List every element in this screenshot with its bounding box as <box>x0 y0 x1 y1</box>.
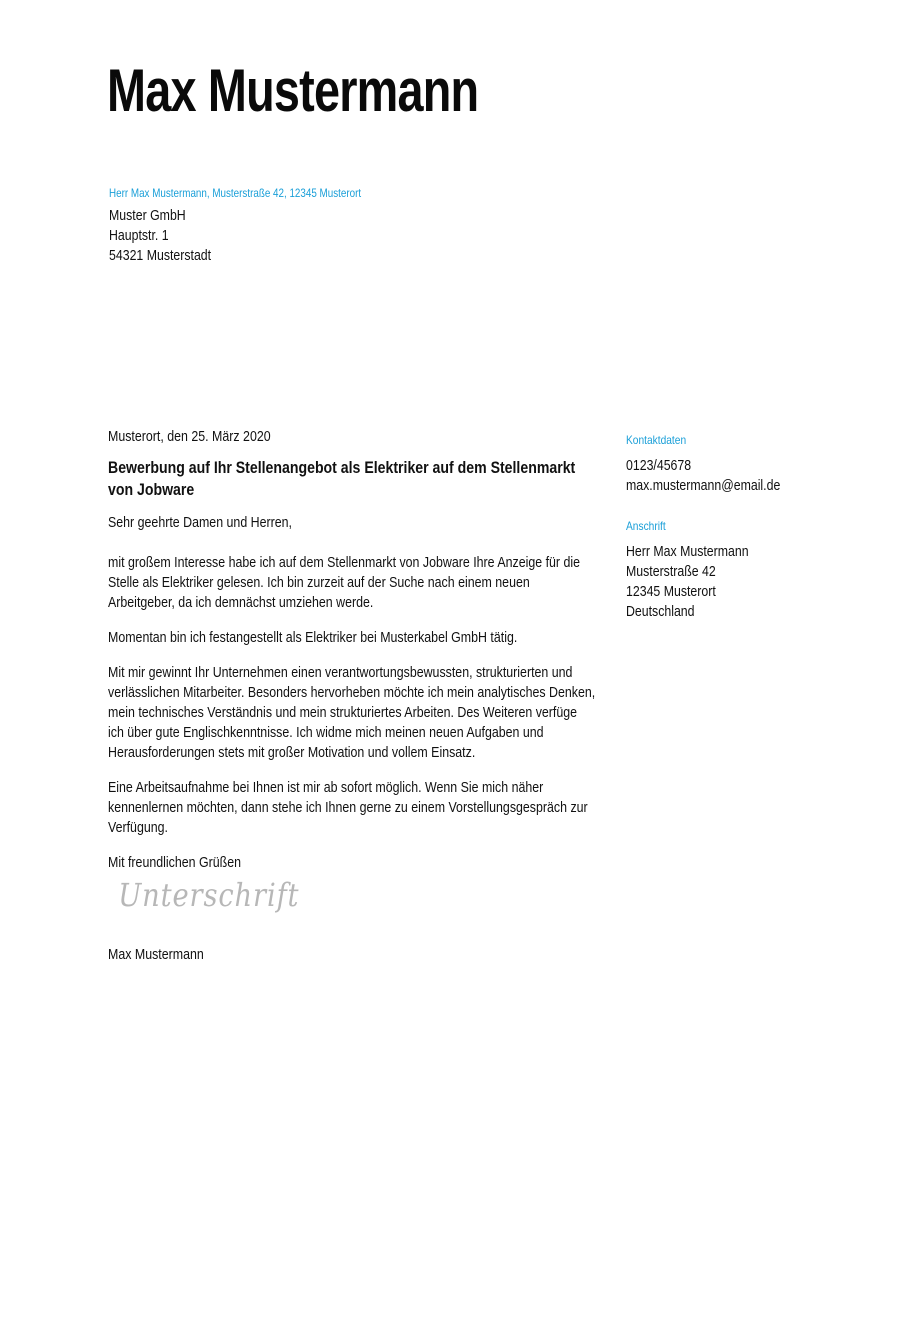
signature-name: Max Mustermann <box>108 947 204 963</box>
sender-return-address: Herr Max Mustermann, Musterstraße 42, 12345 Musterort <box>109 186 362 200</box>
sidebar <box>626 432 830 644</box>
letter-paragraph: mit großem Interesse habe ich auf dem Stellenmarkt von Jobware Ihre Anzeige für die Stelle als Elektriker gelesen. Ich bin zurzeit auf der Suche nach einem neuen Arbeitgeber, da ich demnächst umziehen werde. <box>108 555 581 611</box>
recipient-street: Hauptstr. 1 <box>109 228 169 244</box>
signature-handwriting: Unterschrift <box>118 876 300 914</box>
address-line: Herr Max Mustermann <box>626 544 749 560</box>
contact-email: max.mustermann@email.de <box>626 478 781 494</box>
applicant-name-heading: Max Mustermann <box>107 57 479 124</box>
letter-paragraph: Mit mir gewinnt Ihr Unternehmen einen verantwortungsbewussten, strukturierten und verlässlichen Mitarbeiter. Besonders hervorheben möchte ich mein analytisches Denken, mein technisches Verständnis und mein strukturiertes Arbeiten. Des Weiteren verfüge ich über gute Englischkenntnisse. Ich widme mich meinen neuen Aufgaben und Herausforderungen stets mit großer Motivation und vollem Einsatz. <box>108 665 596 761</box>
letter-paragraph: Eine Arbeitsaufnahme bei Ihnen ist mir ab sofort möglich. Wenn Sie mich näher kennenlernen möchten, dann stehe ich Ihnen gerne zu einem Vorstellungsgespräch zur Verfügung. <box>108 780 588 836</box>
contact-phone: 0123/45678 <box>626 458 692 474</box>
address-line: Musterstraße 42 <box>626 564 716 580</box>
letter-date: Musterort, den 25. März 2020 <box>108 429 271 445</box>
recipient-address <box>109 206 211 266</box>
recipient-company: Muster GmbH <box>109 208 186 224</box>
address-line: 12345 Musterort <box>626 584 716 600</box>
recipient-city: 54321 Musterstadt <box>109 248 212 264</box>
letter-paragraph: Momentan bin ich festangestellt als Elektriker bei Musterkabel GmbH tätig. <box>108 630 518 646</box>
address-line: Deutschland <box>626 604 695 620</box>
contact-block <box>626 432 830 496</box>
address-block <box>626 518 830 622</box>
letter-closing: Mit freundlichen Grüßen <box>108 855 241 871</box>
letter-subject: Bewerbung auf Ihr Stellenangebot als Elektriker auf dem Stellenmarkt von Jobware <box>108 459 576 499</box>
contact-label: Kontaktdaten <box>626 433 687 447</box>
signature-image <box>108 876 595 933</box>
letter-salutation: Sehr geehrte Damen und Herren, <box>108 515 293 531</box>
letter-body <box>108 427 595 965</box>
address-label: Anschrift <box>626 519 666 533</box>
